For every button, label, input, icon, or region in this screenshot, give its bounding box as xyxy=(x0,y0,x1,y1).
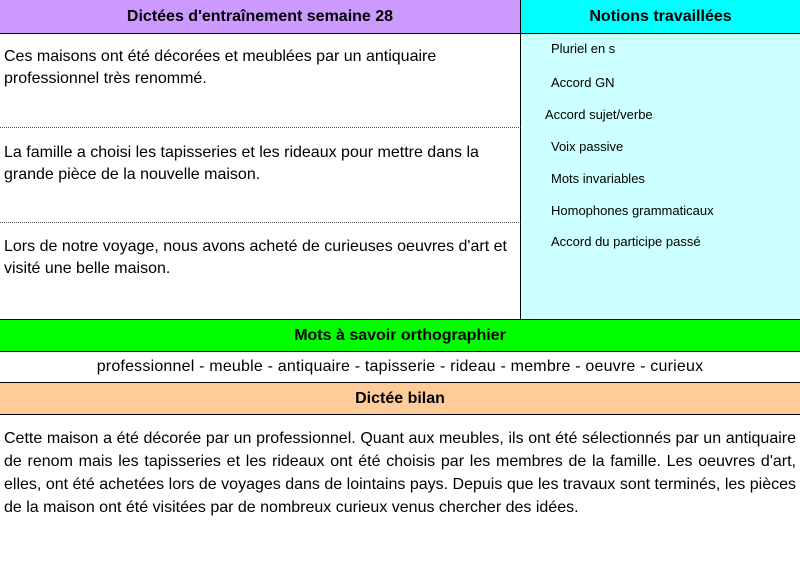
bilan-header-title: Dictée bilan xyxy=(355,389,445,407)
mots-list xyxy=(0,352,800,382)
notions-header xyxy=(521,0,800,34)
dictee-1: Ces maisons ont été décorées et meublées par un antiquaire professionnel très renommé. xyxy=(0,34,521,128)
notion-item: Accord GN xyxy=(551,75,615,90)
dictee-2: La famille a choisi les tapisseries et les rideaux pour mettre dans la grande pièce de la nouvelle maison. xyxy=(0,128,521,223)
mots-header xyxy=(0,319,800,352)
notion-item: Voix passive xyxy=(551,139,624,154)
notion-item: Accord du participe passé xyxy=(551,234,701,249)
bilan-header xyxy=(0,382,800,415)
dictees-header-title: Dictées d'entraînement semaine 28 xyxy=(126,7,394,25)
dictees-header xyxy=(0,0,521,34)
notions-header-title: Notions travaillées xyxy=(589,7,732,25)
mots-list-text: professionnel - meuble - antiquaire - tapisserie - rideau - membre - oeuvre - curieux xyxy=(96,358,704,375)
notion-item: Pluriel en s xyxy=(551,41,616,56)
bilan-text: Cette maison a été décorée par un professionnel. Quant aux meubles, ils ont été sélectionnés par un antiquaire de renom mais les tapisseries et les rideaux ont été choisis par les membres de la famille. Les oeuvres d'art, elles, ont été achetées lors de voyages dans de lointains pays. Depuis que les travaux sont terminés, les pièces de la maison ont été visitées par de nombreux curieux venus chercher des idées. xyxy=(4,430,796,516)
mots-header-title: Mots à savoir orthographier xyxy=(294,326,506,344)
notions-list xyxy=(521,34,800,319)
dictee-3: Lors de notre voyage, nous avons acheté de curieuses oeuvres d'art et visité une belle maison. xyxy=(0,223,521,319)
notion-item: Mots invariables xyxy=(551,171,645,186)
notion-item: Homophones grammaticaux xyxy=(551,203,714,218)
notion-item: Accord sujet/verbe xyxy=(545,107,653,122)
